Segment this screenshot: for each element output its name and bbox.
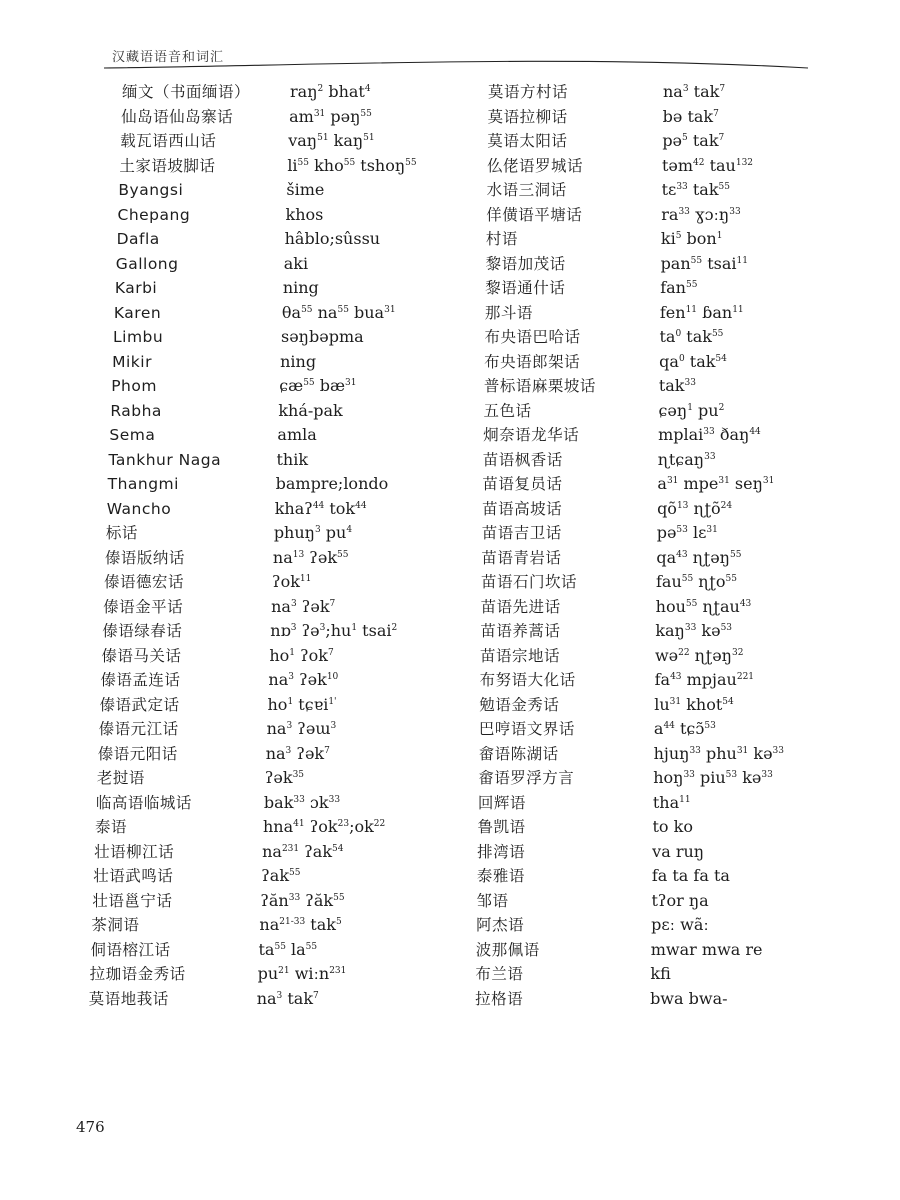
language-name: 普标语麻栗坡话	[483, 377, 596, 395]
word-form: $na^{231}$ ʔak$^{54}$	[262, 841, 344, 861]
language-name: 傣语武定话	[99, 695, 180, 714]
word-form: hoŋ$^{33}$ piu$^{53}$ kə$^{33}$	[653, 768, 773, 787]
language-name: 土家语坡脚话	[119, 156, 216, 175]
word-form: $a^{44}$ tɕɔ̃$^{53}$	[653, 719, 716, 738]
word-form: ɳtɕaŋ$^{33}$	[657, 449, 716, 469]
language-name: 老挝语	[96, 769, 145, 787]
word-form: hou$^{55}$ ɳʈau$^{43}$	[655, 596, 752, 616]
language-name: Chepang	[117, 205, 191, 224]
language-name: 傣语马关话	[101, 646, 182, 665]
word-form: $na^{21-33}$ tak$^5$	[259, 915, 342, 934]
word-form: va ruŋ	[652, 841, 705, 861]
word-form: mplai$^{33}$ ðaŋ$^{44}$	[658, 425, 761, 444]
word-form: $am^{31}$ pəŋ$^{55}$	[289, 106, 372, 126]
word-form: kaŋ$^{33}$ kə$^{53}$	[655, 621, 733, 640]
language-name: 苗语复员话	[482, 475, 563, 493]
word-form: hjuŋ$^{33}$ phu$^{31}$ kə$^{33}$	[653, 743, 784, 763]
word-form: $a^{31}$ mpe$^{31}$ seŋ$^{31}$	[657, 474, 775, 493]
language-name: 傣语版纳话	[104, 548, 185, 567]
word-form: ɕæ$^{55}$ $bæ^{31}$	[279, 376, 357, 395]
word-form: thik	[276, 449, 309, 469]
word-form: $fa^{43}$ mpjau$^{221}$	[654, 670, 755, 689]
language-name: 苗语枫香话	[482, 450, 563, 469]
word-form: ʔăn$^{33}$ ʔăk$^{55}$	[260, 890, 345, 910]
language-name: 泰语	[95, 818, 128, 836]
language-name: 拉珈语金秀话	[89, 965, 186, 983]
language-name: 巴哼语文界话	[478, 720, 575, 738]
word-form: $li^{55}$ kho$^{55}$ tshoŋ$^{55}$	[287, 155, 417, 175]
language-name: Tankhur Naga	[108, 450, 222, 469]
language-name: 畲语罗浮方言	[478, 769, 575, 787]
language-name: 茶洞语	[91, 916, 140, 934]
language-name: Limbu	[113, 328, 164, 346]
language-name: 布努语大化话	[479, 671, 576, 689]
word-form: $na^3$ tak$^7$	[256, 988, 319, 1008]
word-form: $na^3$ ʔəɯ$^3$	[266, 719, 337, 738]
language-name: Wancho	[106, 499, 172, 518]
language-name: Sema	[109, 426, 156, 444]
language-name: 傣语元江话	[98, 720, 179, 738]
word-form: fa ta fa ta	[651, 866, 730, 885]
word-form: $na^3$ tak$^7$	[663, 82, 726, 101]
language-name: 邹语	[476, 891, 509, 910]
language-name: 苗语养蒿话	[480, 622, 561, 640]
word-form: tɛ$^{33}$ tak$^{55}$	[661, 180, 730, 199]
word-form: raŋ$^2$ bhat$^4$	[290, 82, 371, 101]
language-name: Thangmi	[107, 475, 179, 493]
language-name: 拉格语	[475, 989, 524, 1008]
word-form: nɒ$^3$ $ʔə^3;hu^1$ tsai$^2$	[270, 621, 398, 640]
language-name: 侗语榕江话	[90, 940, 171, 959]
language-name: Rabha	[110, 401, 162, 420]
language-name: 莫语太阳话	[487, 132, 568, 150]
language-name: 傣语金平话	[103, 597, 184, 616]
word-form: pan$^{55}$ tsai$^{11}$	[660, 253, 748, 273]
language-name: 畲语陈湖话	[478, 744, 559, 763]
language-name: Mikir	[112, 352, 152, 371]
word-form: $qõ^{13}$ ɳʈõ$^{24}$	[657, 498, 733, 518]
header-rule	[0, 0, 900, 90]
language-name: 排湾语	[477, 842, 526, 861]
language-name: Byangsi	[118, 181, 184, 199]
word-form: fen$^{11}$ ɓan$^{11}$	[659, 302, 744, 322]
word-form: fau$^{55}$ ɳʈo$^{55}$	[656, 572, 737, 591]
word-form: bwa bwa-	[650, 988, 728, 1008]
word-form: wə$^{22}$ ɳʈəŋ$^{32}$	[654, 645, 744, 665]
word-form: ʔək$^{35}$	[264, 768, 305, 787]
language-name: 傣语孟连话	[100, 671, 181, 689]
word-form: $qa^0$ tak$^{54}$	[659, 351, 727, 371]
word-form: pɛː wãː	[651, 915, 709, 934]
word-form: khos	[285, 204, 324, 224]
word-form: $ho^1$ tɕɐi$^{1'}$	[267, 694, 337, 714]
language-name: 炯奈语龙华话	[483, 426, 580, 444]
word-form: šime	[286, 180, 325, 199]
word-form: $na^3$ ʔək$^{10}$	[268, 670, 339, 689]
language-name: 佯僙语平塘话	[486, 205, 583, 224]
language-name: 苗语吉卫话	[481, 524, 562, 542]
word-form: tak$^{33}$	[658, 376, 696, 395]
language-name: 村语	[485, 230, 518, 248]
word-form: amla	[277, 425, 317, 444]
word-form: $na^3$ ʔək$^7$	[265, 743, 330, 763]
language-name: Phom	[111, 377, 157, 395]
language-name: 壮语柳江话	[94, 842, 175, 861]
form-column-2	[650, 80, 784, 1011]
page-number: 476	[76, 1118, 105, 1136]
language-name: 水语三洞话	[486, 181, 567, 199]
word-form: pə$^5$ tak$^7$	[662, 131, 725, 150]
word-form: aki	[283, 253, 309, 273]
language-name: Karbi	[114, 279, 158, 297]
word-form: hâblo;sûssu	[284, 229, 381, 248]
language-column-1	[88, 80, 251, 1011]
word-form: pə$^{53}$ lɛ$^{31}$	[656, 523, 718, 542]
language-name: 那斗语	[484, 303, 533, 322]
language-name: Karen	[113, 303, 162, 322]
form-column-1	[256, 80, 417, 1011]
language-name: 苗语先进话	[480, 597, 561, 616]
language-name: 布兰语	[475, 965, 524, 983]
language-name: 壮语武鸣话	[93, 867, 174, 885]
language-name: Dafla	[116, 230, 160, 248]
word-form: $ho^1$ ʔok$^7$	[269, 645, 334, 665]
language-name: 鲁凯语	[477, 818, 526, 836]
language-name: 泰雅语	[476, 867, 525, 885]
word-form: kfi	[650, 964, 671, 983]
language-name: 波那佩语	[475, 940, 540, 959]
language-name: 仙岛语仙岛寨话	[121, 107, 234, 126]
language-column-2	[475, 80, 596, 1011]
language-name: 布央语巴哈话	[484, 328, 581, 346]
word-form: $ta^{55}$ $la^{55}$	[258, 939, 318, 959]
word-form: $qa^{43}$ ɳʈəŋ$^{55}$	[656, 547, 742, 567]
word-form: $ki^5$ bon$^1$	[660, 229, 723, 248]
word-form: $\theta a^{55}$ $na^{55}$ bua$^{31}$	[281, 302, 396, 322]
word-form: bə tak$^7$	[662, 106, 719, 126]
word-form: phuŋ$^3$ $pu^4$	[273, 523, 353, 542]
language-name: 临高语临城话	[95, 793, 192, 812]
language-name: 载瓦语西山话	[120, 132, 217, 150]
word-form: to ko	[652, 817, 693, 836]
word-form: mwar mwa re	[650, 939, 763, 959]
language-name: 布央语郎架话	[484, 352, 581, 371]
language-name: 傣语绿春话	[102, 622, 183, 640]
language-name: 莫语拉柳话	[487, 107, 568, 126]
language-name: 黎语加茂话	[485, 254, 566, 273]
language-name: 傣语元阳话	[97, 744, 178, 763]
language-name: 苗语宗地话	[479, 646, 560, 665]
language-name: 傣语德宏话	[104, 573, 185, 591]
language-name: Gallong	[115, 254, 179, 273]
word-form: fan$^{55}$	[660, 278, 698, 297]
word-form: $na^{13}$ ʔək$^{55}$	[272, 547, 349, 567]
word-form: ning	[280, 351, 317, 371]
word-form: səŋbəpma	[281, 327, 364, 346]
word-form: təm$^{42}$ tau$^{132}$	[661, 155, 754, 175]
language-name: 标话	[105, 524, 138, 542]
word-form: $ra^{33}$ ɣɔːŋ$^{33}$	[661, 204, 741, 224]
language-name: 阿杰语	[476, 916, 525, 934]
language-name: 勉语金秀话	[479, 695, 560, 714]
language-name: 苗语高坡话	[482, 499, 563, 518]
language-name: 莫语地莪话	[88, 989, 169, 1008]
running-header: 汉藏语语音和词汇	[112, 50, 225, 65]
language-name: 苗语青岩话	[481, 548, 562, 567]
word-form: ɕəŋ$^1$ $pu^2$	[658, 400, 725, 420]
word-form: vaŋ$^{51}$ kaŋ$^{51}$	[288, 131, 375, 150]
word-form: hna$^{41}$ $ʔok^{23};ok^{22}$	[263, 817, 386, 836]
word-form: bampre;londo	[275, 474, 389, 493]
word-form: ʔok$^{11}$	[272, 572, 312, 591]
word-form: bak$^{33}$ ɔk$^{33}$	[263, 792, 341, 812]
word-form: khá-pak	[278, 400, 343, 420]
word-form: tha$^{11}$	[652, 792, 691, 812]
word-form: ʔak$^{55}$	[261, 866, 301, 885]
word-form: ning	[282, 278, 319, 297]
word-form: $ta^0$ tak$^{55}$	[659, 327, 724, 346]
language-name: 缅文（书面缅语）	[122, 83, 251, 101]
language-name: 仫佬语罗城话	[486, 156, 583, 175]
language-name: 莫语方村话	[488, 83, 569, 101]
word-form: tʔor ŋa	[651, 890, 709, 910]
language-name: 回辉语	[477, 793, 526, 812]
word-form: $na^3$ ʔək$^7$	[271, 596, 336, 616]
language-name: 黎语通什话	[485, 279, 566, 297]
word-form: khaʔ$^{44}$ tok$^{44}$	[274, 498, 367, 518]
language-name: 五色话	[483, 401, 532, 420]
word-form: $lu^{31}$ khot$^{54}$	[654, 694, 734, 714]
word-form: $pu^{21}$ wiːn$^{231}$	[257, 964, 347, 983]
language-name: 苗语石门坎话	[481, 573, 578, 591]
language-name: 壮语邕宁话	[92, 891, 173, 910]
